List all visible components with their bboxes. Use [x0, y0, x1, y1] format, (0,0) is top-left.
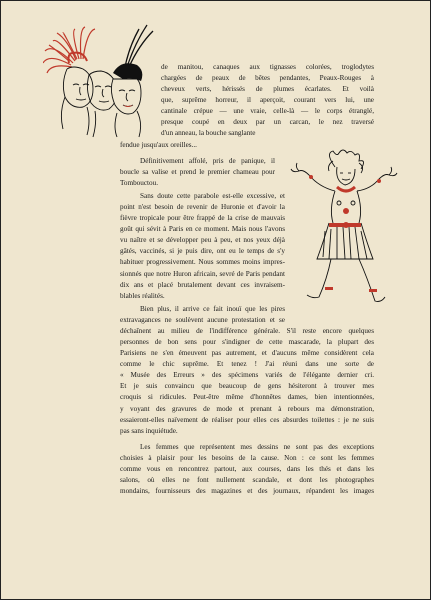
text-line: goût qui sévit à Paris en ce moment. Mais nous l'avons — [120, 225, 285, 234]
text-line: point n'est besoin de revenir de Huronie et d'avoir la — [120, 203, 285, 212]
text-line: Tombouctou. — [120, 179, 159, 188]
paragraph-3 — [120, 191, 285, 302]
paragraph-5 — [120, 442, 374, 497]
illustration-faces — [43, 23, 159, 139]
paragraph-1-end — [120, 140, 270, 151]
text-line: fièvre tropicale pour être frappé de la crise de mauvais — [120, 214, 285, 223]
text-line: Définitivement affolé, pris de panique, il — [140, 157, 275, 165]
text-line: pas sans inquiétude. — [120, 426, 178, 435]
text-line: Les femmes que représentent mes dessins ne sont pas des exceptions — [140, 443, 374, 451]
text-line: vu naître et se développer peu à peu, et nos yeux déjà — [120, 236, 285, 245]
text-line: cheveux verts, hérissés de plumes écarlates. Et voilà — [161, 85, 374, 94]
text-line: fendue jusqu'aux oreilles... — [120, 141, 197, 149]
text-line: blables réalités. — [120, 291, 165, 300]
text-line: choisies à plaisir pour les besoins de la cause. Non : ce sont les femmes — [120, 454, 374, 463]
text-line: Parisiens ne s'en émeuvent pas autrement, et d'aucuns même considèrent cela — [120, 349, 374, 358]
text-line: chargées de peaux de bêtes pendantes, Peaux-Rouges à — [161, 74, 374, 83]
text-line: extravagances ne soulèvent aucune protestation et se — [120, 316, 285, 325]
text-line: mondains, fournisseurs des magazines et des journaux, répandent les images — [120, 487, 374, 496]
text-line: essaieront-elles naïvement de réaliser pour elles ces absurdes toilettes : je ne suis — [120, 415, 374, 424]
illustration-dancer — [289, 147, 401, 307]
text-line: boucle sa valise et prend le premier chameau pour — [120, 168, 275, 177]
text-line: Bien plus, il arrive ce fait inouï que les pires — [140, 305, 285, 313]
text-line: Et je suis convaincu que beaucoup de gens hésiteront à trouver mes — [120, 382, 374, 391]
text-line: dix ans et placé brutalement devant ces invraisem- — [120, 280, 285, 289]
text-line: cantinale crépue — une vraie, celle-là — le corps étranglé, — [161, 107, 374, 116]
text-line: déchaînent au milieu de l'indifférence générale. S'il reste encore quelques — [120, 327, 374, 335]
text-line: croquis si ridicules. Peut-être même d'honnêtes dames, bien intentionnées, — [120, 393, 374, 402]
text-line: sionnés que notre Huron africain, sevré de Paris pendant — [120, 269, 285, 278]
text-line: « Musée des Erreurs » des spécimens variés de l'élégante dernier cri. — [120, 371, 374, 380]
sketch-dancing-savage-woman-icon — [289, 147, 401, 307]
text-line: d'un anneau, la bouche sanglante — [161, 129, 256, 138]
paragraph-4-top — [120, 304, 285, 326]
paragraph-1 — [161, 62, 374, 140]
text-line: personnes de bon sens pour s'indigner de cette mascarade, la plupart des — [120, 338, 374, 347]
text-line: que, suprême horreur, il aperçoit, courant vers lui, une — [161, 96, 374, 105]
text-line: Sans doute cette parabole est-elle excessive, et — [140, 192, 285, 200]
text-line: habituer progressivement. Nous sommes moins impres- — [120, 258, 285, 267]
paragraph-4 — [120, 326, 374, 437]
paragraph-2 — [120, 156, 275, 189]
text-line: y voyant des gravures de mode et prenant à rebours ma démonstration, — [120, 404, 374, 413]
text-line: gâtés, vaccinés, si je puis dire, ont eu le temps de s'y — [120, 247, 285, 256]
text-line: comme vous en rencontrez partout, aux courses, dans les thés et dans les — [120, 465, 374, 474]
sketch-three-faces-headdresses-icon — [43, 23, 159, 139]
text-line: presque coupé en deux par un carcan, le nez traversé — [161, 118, 374, 127]
text-line: salons, où elles ne font nullement scandale, et dont les photographes — [120, 476, 374, 485]
text-line: de manitou, canaques aux tignasses colorées, troglodytes — [161, 63, 374, 71]
text-line: comme le chic suprême. Et tenez ! J'ai réuni dans une sorte de — [120, 360, 374, 369]
